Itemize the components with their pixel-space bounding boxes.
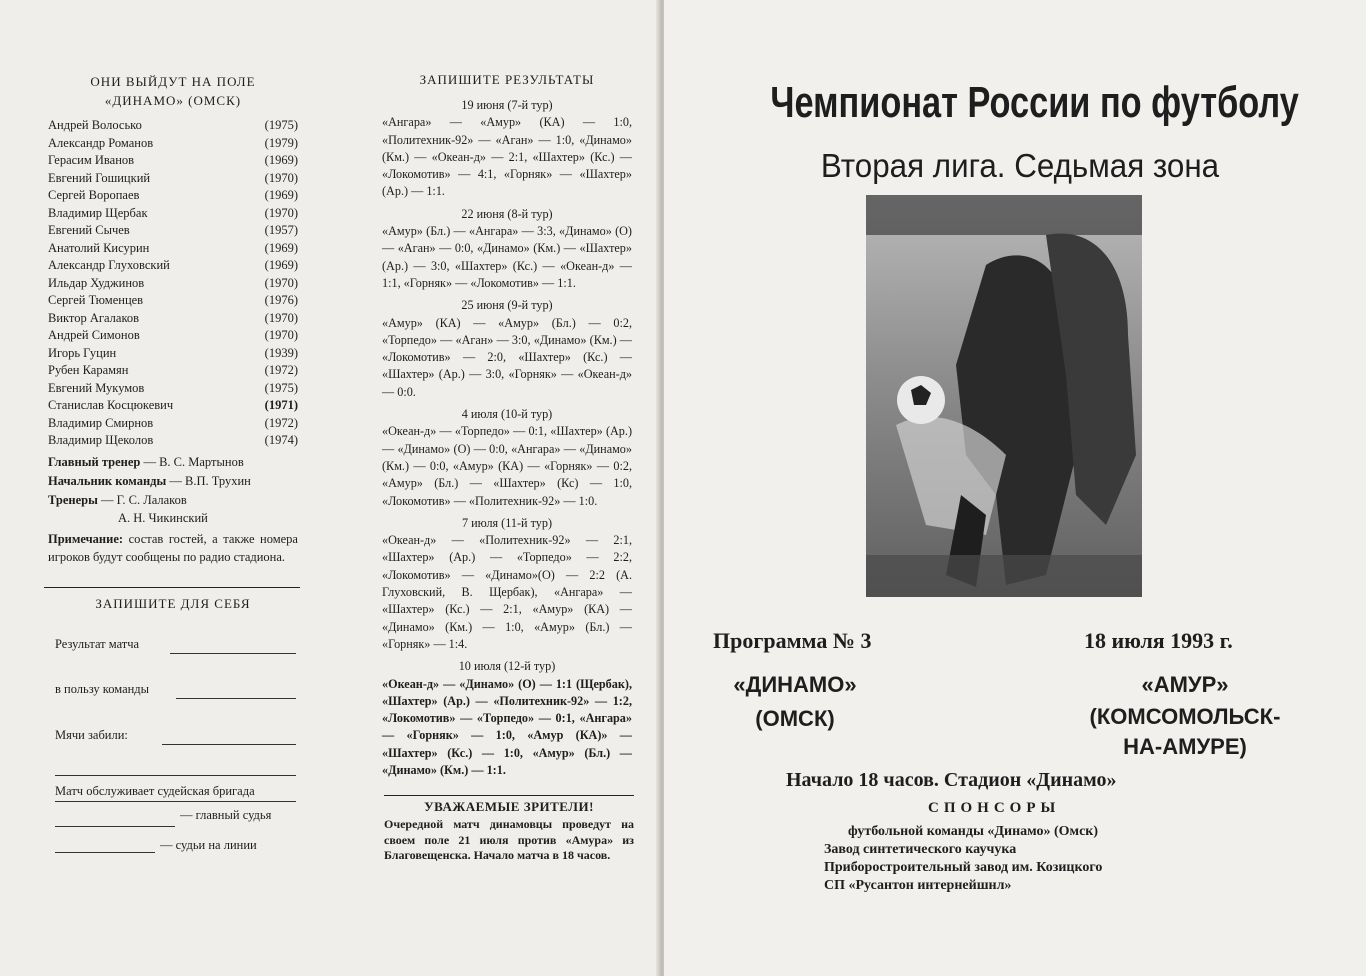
program-number: Программа № 3 (713, 628, 872, 653)
away-team: «АМУР» (1141, 672, 1229, 697)
player-row: Игорь Гуцин (1939) (48, 345, 298, 360)
player-row: Александр Романов (1979) (48, 135, 298, 150)
round-text: «Океан-д» — «Динамо» (О) — 1:1 (Щербак), «Шахтер» (Ар.) — «Политехник-92» — 1:2, «Локомотив» — «Торпедо» — 0:1, «Ангара» — «Горняк» — 1:0, «Амур (КА)» — «Шахтер» (Кс.) — 1:0, «Амур» (Бл.) — «Динамо» (Км.) — 1:1. (382, 676, 632, 777)
player-row: Станислав Косцюкевич (1971) (48, 398, 298, 412)
coach-extra: А. Н. Чикинский (118, 511, 208, 525)
round-text: «Океан-д» — «Политехник-92» — 2:1, «Шахтер» (Ар.) — «Торпедо» — 2:2, «Локомотив» — «Динамо»(О) — 2:2 (А. Глуховский, В. Щербак), «Ангара» — «Шахтер» (Кс.) — 2:1, «Амур» (КА) — «Динамо» (Км.) — 1:0, «Амур» (Бл.) — «Горняк» — 1:4. (382, 533, 632, 651)
sponsor-line: СП «Русантон интернейшнл» (824, 878, 1012, 893)
match-date: 18 июля 1993 г. (1084, 628, 1233, 653)
player-row: Евгений Сычев (1957) (48, 223, 298, 237)
round-text: «Амур» (Бл.) — «Ангара» — 3:3, «Динамо» (О) — «Аган» — 0:0, «Динамо» (Км.) — «Шахтер» (Ар.) — 3:0, «Шахтер» (Кс.) — «Океан-д» — 1:1, «Горняк» — «Локомотив» — 1:1. (382, 224, 632, 290)
form-referees-label: Матч обслуживает судейская бригада (55, 784, 255, 798)
sponsor-line: футбольной команды «Динамо» (Омск) (848, 824, 1099, 839)
line-refs-label: — судьи на линии (160, 838, 257, 852)
player-row: Рубен Карамян (1972) (48, 363, 298, 377)
round-text: «Ангара» — «Амур» (КА) — 1:0, «Политехник-92» — «Аган» — 1:0, «Динамо» (Км.) — «Океан-д» — 2:1, «Шахтер» (Кс.) — «Локомотив» — 4:1, «Горняк» — «Шахтер» (Ар.) — 1:1. (382, 115, 632, 199)
form-scored-label: Мячи забили: (55, 728, 128, 742)
results-title: ЗАПИШИТЕ РЕЗУЛЬТАТЫ (419, 72, 595, 87)
home-team: «ДИНАМО» (733, 672, 857, 697)
spectators-notice (384, 795, 634, 862)
round-heading: 7 июля (11-й тур) (461, 515, 553, 530)
round-heading: 19 июня (7-й тур) (461, 98, 553, 112)
round-text: «Амур» (КА) — «Амур» (Бл.) — 0:2, «Торпедо» — «Аган» — 3:0, «Динамо» (Км.) — «Локомотив» — 2:0, «Шахтер» (Кс.) — «Шахтер» (Ар.) — 3:0, «Горняк» — «Океан-д» — 0:0. (382, 315, 632, 399)
section-divider (44, 587, 300, 588)
player-row: Анатолий Кисурин (1969) (48, 240, 298, 255)
match-photo (866, 195, 1142, 597)
player-row: Виктор Агалаков (1970) (48, 310, 298, 325)
notice-title: УВАЖАЕМЫЕ ЗРИТЕЛИ! (424, 799, 594, 814)
line-refs-line[interactable] (55, 852, 155, 853)
player-row: Владимир Щербак (1970) (48, 205, 298, 220)
player-row: Александр Глуховский (1969) (48, 258, 298, 272)
start-time-stadium: Начало 18 часов. Стадион «Динамо» (786, 769, 1117, 791)
coaches: Тренеры — Г. С. Лалаков (48, 493, 187, 507)
player-row: Сергей Тюменцев (1976) (48, 293, 298, 307)
notice-text: Очередной матч динамовцы проведут на своем поле 21 июля против «Амура» из Благовещенска. Начало матча в 18 часов. (384, 817, 634, 862)
player-row: Ильдар Худжинов (1970) (48, 275, 298, 290)
form-favor-label: в пользу команды (55, 682, 150, 696)
referees-line[interactable] (55, 801, 296, 802)
sponsor-line: Приборостроительный завод им. Козицкого (824, 860, 1103, 875)
lineup-note: Примечание: состав гостей, а также номера игроков будут сообщены по радио стадиона. (48, 532, 298, 564)
championship-title: Чемпионат России по футболу (770, 78, 1299, 127)
sponsor-line: Завод синтетического каучука (824, 842, 1017, 857)
round-heading: 10 июля (12-й тур) (458, 659, 556, 674)
away-city-line-1: (КОМСОМОЛЬСК- (1089, 704, 1281, 729)
results-column (382, 92, 632, 779)
main-ref-label: — главный судья (180, 808, 272, 822)
away-city-line-2: НА-АМУРЕ) (1123, 734, 1247, 759)
main-ref-line[interactable] (55, 826, 175, 827)
league-subtitle: Вторая лига. Седьмая зона (820, 147, 1220, 184)
scored-line[interactable] (162, 744, 296, 745)
player-row: Андрей Волосько (1975) (48, 118, 298, 132)
lineup-team: «ДИНАМО» (ОМСК) (104, 93, 242, 108)
form-result-label: Результат матча (55, 637, 140, 651)
result-line[interactable] (170, 653, 296, 654)
head-coach: Главный тренер — В. С. Мартынов (48, 455, 244, 469)
player-row: Евгений Гошицкий (1970) (48, 170, 298, 185)
round-text: «Океан-д» — «Торпедо» — 0:1, «Шахтер» (Ар.) — «Динамо» (О) — 0:0, «Ангара» — «Динамо» (Км.) — 0:0, «Амур» (КА) — «Горняк» — 0:2, «Амур» (Бл.) — «Шахтер» (Кс) — 1:0, «Локомотив» — «Политехник-92» — 1:0. (382, 424, 632, 508)
player-row: Владимир Щеколов (1974) (48, 433, 298, 447)
player-row: Владимир Смирнов (1972) (48, 415, 298, 430)
scored-line-2[interactable] (55, 775, 296, 776)
sponsors-title: СПОНСОРЫ (928, 800, 1061, 816)
favor-line[interactable] (176, 698, 296, 699)
notes-title: ЗАПИШИТЕ ДЛЯ СЕБЯ (95, 596, 251, 611)
left-page (0, 0, 660, 976)
player-row: Сергей Воропаев (1969) (48, 188, 298, 202)
player-row: Герасим Иванов (1969) (48, 153, 298, 167)
home-city: (ОМСК) (755, 706, 835, 731)
round-heading: 25 июня (9-й тур) (461, 298, 553, 313)
round-heading: 4 июля (10-й тур) (461, 407, 553, 422)
team-manager: Начальник команды — В.П. Трухин (48, 474, 251, 488)
player-row: Евгений Мукумов (1975) (48, 380, 298, 395)
round-heading: 22 июня (8-й тур) (461, 206, 553, 221)
lineup-title: ОНИ ВЫЙДУТ НА ПОЛЕ (90, 74, 256, 89)
player-row: Андрей Симонов (1970) (48, 328, 298, 342)
